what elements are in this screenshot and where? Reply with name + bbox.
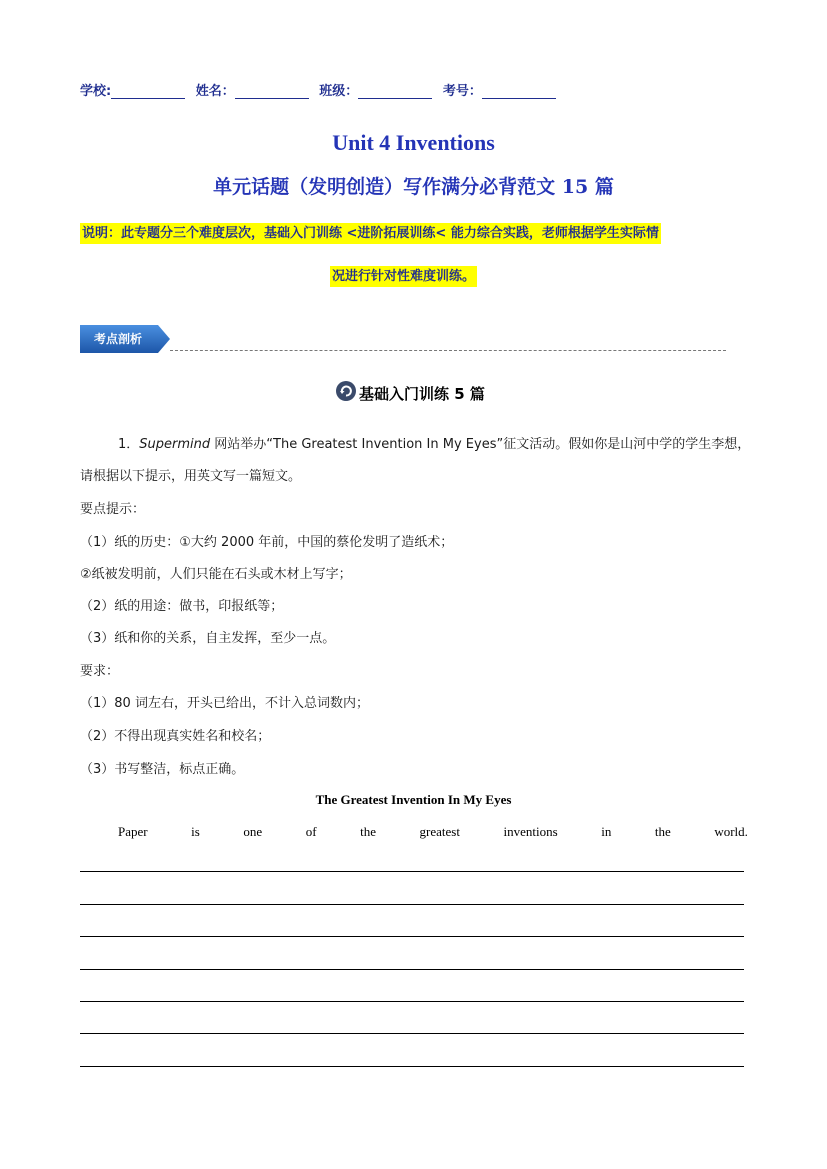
page-subtitle: 单元话题（发明创造）写作满分必背范文 15 篇 <box>213 176 614 198</box>
starter-word: inventions <box>503 824 558 839</box>
tip-3: （3）纸和你的关系，自主发挥，至少一点。 <box>80 631 336 646</box>
task-intro-line2: 请根据以下提示，用英文写一篇短文。 <box>80 469 302 484</box>
essay-title: The Greatest Invention In My Eyes <box>315 792 512 807</box>
writing-line[interactable] <box>80 969 744 970</box>
site-name: Supermind <box>139 437 211 452</box>
school-field[interactable] <box>111 85 185 99</box>
task-intro-line1 <box>118 433 750 452</box>
student-info-row <box>80 80 562 99</box>
section-tab-label: 考点剖析 <box>94 332 143 346</box>
requirements-label: 要求： <box>80 664 120 679</box>
name-field[interactable] <box>235 85 309 99</box>
writing-line[interactable] <box>80 936 744 937</box>
class-field[interactable] <box>358 85 432 99</box>
refresh-badge-icon <box>335 380 357 402</box>
starter-word: the <box>360 824 376 839</box>
tip-1: （1）纸的历史：①大约 2000 年前，中国的蔡伦发明了造纸术； <box>80 535 454 550</box>
section-tab-shape <box>80 325 172 353</box>
exam-number-label: 考号： <box>442 84 482 99</box>
instruction-note-line1: 说明：此专题分三个难度层次，基础入门训练 <进阶拓展训练< 能力综合实践，老师根据学生实际情 <box>80 222 748 241</box>
requirement-1: （1）80 词左右，开头已给出，不计入总词数内； <box>80 696 369 711</box>
tip-2: （2）纸的用途：做书，印报纸等； <box>80 599 284 614</box>
school-label: 学校: <box>80 84 112 99</box>
tips-label: 要点提示： <box>80 502 146 517</box>
writing-line[interactable] <box>80 871 744 872</box>
writing-line[interactable] <box>80 1001 744 1002</box>
instruction-note-line2: 况进行针对性难度训练。 <box>330 265 477 284</box>
starter-word: in <box>601 824 612 839</box>
writing-line[interactable] <box>80 1033 744 1034</box>
starter-word: the <box>654 824 671 839</box>
requirement-2: （2）不得出现真实姓名和校名； <box>80 729 271 744</box>
starter-word: of <box>305 824 317 839</box>
name-label: 姓名： <box>195 84 235 99</box>
requirement-3: （3）书写整洁，标点正确。 <box>80 762 245 777</box>
section-divider <box>170 350 726 351</box>
starter-word: Paper <box>118 824 148 839</box>
class-label: 班级： <box>319 84 359 99</box>
section-tab <box>80 325 170 352</box>
essay-starter-sentence <box>118 824 748 840</box>
page-title: Unit 4 Inventions <box>332 130 495 155</box>
writing-line[interactable] <box>80 1066 744 1067</box>
starter-word: world. <box>714 824 748 839</box>
starter-word: is <box>191 824 200 839</box>
section-heading: 基础入门训练 5 篇 <box>359 385 485 403</box>
writing-line[interactable] <box>80 904 744 905</box>
task-number: 1． <box>118 437 140 452</box>
starter-word: greatest <box>419 824 460 839</box>
exam-number-field[interactable] <box>482 85 556 99</box>
tip-1b: ②纸被发明前，人们只能在石头或木材上写字； <box>80 567 352 582</box>
starter-word: one <box>243 824 263 839</box>
task-intro-rest: 网站举办“The Greatest Invention In My Eyes”征文活动。假如你是山河中学的学生李想， <box>210 437 751 452</box>
